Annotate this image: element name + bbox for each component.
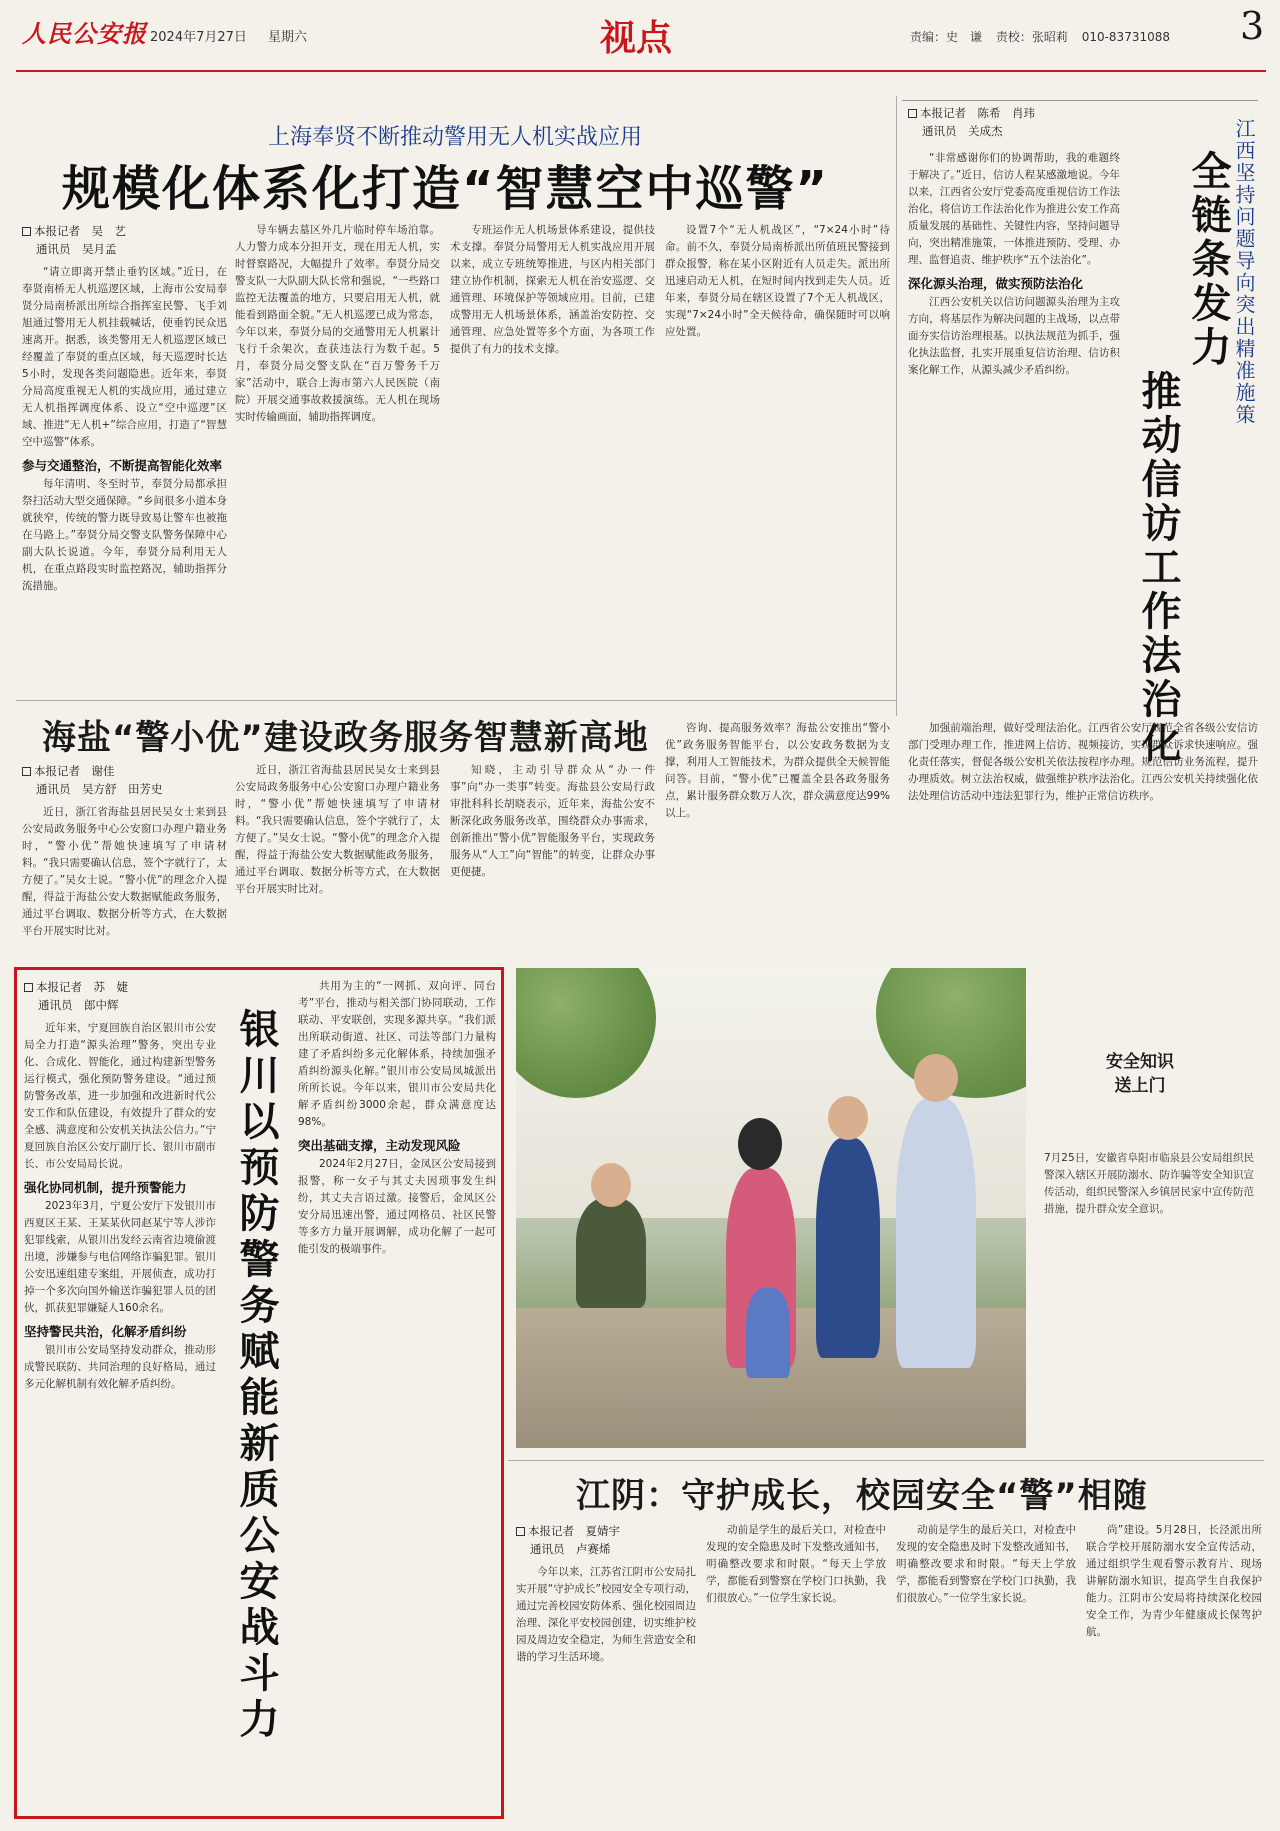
article2-column-1 [908,150,1120,710]
caption-title-line: 安全知识 [1106,1052,1174,1072]
byline-reporter: 本报记者 谢佳 [34,764,115,778]
masthead [0,0,1280,84]
article2-title-line2: 推动信访工作法治化 [1135,370,1181,766]
issue-weekday: 星期六 [268,30,308,45]
proofreader-name: 责校：张昭莉 [995,30,1068,44]
byline-box-icon [22,227,31,236]
article2-title-line1: 全链条发力 [1185,150,1231,370]
article4-subhead: 坚持警民共治，化解矛盾纠纷 [24,1324,187,1339]
article1-subhead: 参与交通整治，不断提高智能化效率 [22,458,223,473]
article1-column-2 [235,222,440,692]
byline-reporter: 本报记者 夏婧宇 [528,1524,620,1538]
article4-column-2 [298,978,496,1812]
article5-column-1 [516,1522,696,1820]
photo-child [746,1288,790,1378]
byline-box-icon [908,109,917,118]
photo-caption-text: 7月25日，安徽省阜阳市临泉县公安局组织民警深入辖区开展防溺水、防诈骗等安全知识宣传活动，组织民警深入乡镇居民家中宣传防范措施，提升群众安全意识。 [1044,1152,1254,1215]
photo-police-officer [816,1138,880,1358]
photo-person-head [828,1096,868,1140]
caption-title-line: 送上门 [1114,1076,1166,1096]
article3-paragraph: 近日，浙江省海盐县居民吴女士来到县公安局政务服务中心公安窗口办理户籍业务时，“警小优”帮她快速填写了申请材料。“我只需要确认信息，签个字就行了，太方便了。”吴女士说。“警小优”的理念介入提醒，得益于海盐公安大数据赋能政务服务，通过平台调取、数据分析等方式，在大数据平台开展实时比对。 [22,806,227,937]
article5-paragraph: 动前是学生的最后关口，对检查中发现的安全隐患及时下发整改通知书，明确整改要求和时限。“每天上学放学，都能看到警察在学校门口执勤，我们很放心。”一位学生家长说。 [706,1524,886,1604]
newspaper-logo: 人民公安报 [22,19,147,48]
article4-paragraph: 2023年3月，宁夏公安厅下发银川市西夏区王某、王某某伙同赵某宁等人涉诈犯罪线索，从银川出发经云南省边境偷渡出境，涉嫌参与电信网络诈骗犯罪。银川公安迅速组建专案组，开展侦查，成功打掉一个多次向国外输送诈骗犯罪人员的团伙，抓获犯罪嫌疑人160余名。 [24,1200,216,1314]
byline-correspondent: 通讯员 卢赛烯 [530,1542,611,1556]
byline-box-icon [24,983,33,992]
article2-paragraph: “非常感谢你们的协调帮助，我的难题终于解决了。”近日，信访人程某感激地说。今年以来，江西省公安厅党委高度重视信访工作法治化，将信访工作法治化作为推进公安工作高质量发展的基础性、关键性内容，坚持问题导向，突出精准施策，一体推进预防、受理、办理、监督追责、维护秩序“五个法治化”。 [908,152,1120,266]
article1-paragraph: 专班运作无人机场景体系建设，提供技术支撑。奉贤分局警用无人机实战应用开展以来，成立专班统筹推进，与区内相关部门建立协作机制，探索无人机在治安巡逻、交通管理、环境保护等领域应用。目前，已建成警用无人机场景体系，涵盖治安防控、交通管理、应急处置等多个方面，为各项工作提供了有力的技术支撑。 [450,224,655,355]
section-divider [508,1460,1264,1461]
article5-paragraph: 今年以来，江苏省江阴市公安局扎实开展“守护成长”校园安全专项行动，通过完善校园安防体系、强化校园周边治理、深化平安校园创建，切实维护校园及周边安全稳定，为师生营造安全和谐的学习生活环境。 [516,1566,696,1663]
column-divider [896,96,897,716]
article5-column-3 [896,1522,1076,1820]
section-divider [16,700,896,701]
article5-title: 江阴：守护成长，校园安全“警”相随 [576,1476,1148,1516]
article5-byline [516,1522,696,1558]
article2-paragraph: 加强前端治理，做好受理法治化。江西省公安厅规范全省各级公安信访部门受理办理工作，推进网上信访、视频接访，实现群众诉求快速响应。强化责任落实，督促各级公安机关依法按程序办理。规范信访业务流程，提升办理质效。树立法治权威，做强维护秩序法治化。江西公安机关持续强化依法处理信访活动中违法犯罪行为，维护正常信访秩序。 [908,722,1258,802]
page-number: 3 [1240,4,1265,48]
article5-column-4 [1086,1522,1262,1820]
article2-paragraph: 江西公安机关以信访问题源头治理为主攻方向，将基层作为解决问题的主战场，以点带面夯实信访治理根基。以执法规范为抓手，强化执法监督，扎实开展重复信访治理、信访积案化解工作，从源头减少矛盾纠纷。 [908,296,1120,376]
article3-title: 海盐“警小优”建设政务服务智慧新高地 [42,718,649,758]
article3-paragraph: 咨询、提高服务效率？海盐公安推出“警小优”政务服务智能平台，以公安政务数据为支撑，利用人工智能技术，为群众提供全天候智能问答。目前，“警小优”已覆盖全县各政务服务点，累计服务群众数万人次，群众满意度达99%以上。 [665,722,890,819]
article1-title: 规模化体系化打造“智慧空中巡警” [62,161,830,217]
article3-column-2 [235,762,440,957]
photo-police-officer [896,1098,976,1368]
issue-date: 2024年7月27日 [150,30,247,45]
article1-column-1 [22,222,227,692]
article4-paragraph: 共用为主的“一网抓、双向评、同台考”平台，推动与相关部门协同联动，工作联动、平安联创，实现多源共享。“我们派出所联动街道、社区、司法等部门力量构建了矛盾纠纷多元化解体系，持续加强矛盾纠纷源头化解。”银川市公安局凤城派出所所长说。今年以来，银川市公安局共化解矛盾纠纷3000余起，群众满意度达98%。 [298,980,496,1128]
article1-kicker: 上海奉贤不断推动警用无人机实战应用 [268,125,643,150]
photo-person-head [914,1054,958,1102]
article3-column-1 [22,762,227,957]
article5-paragraph: 动前是学生的最后关口，对检查中发现的安全隐患及时下发整改通知书，明确整改要求和时限。“每天上学放学，都能看到警察在学校门口执勤，我们很放心。”一位学生家长说。 [896,1524,1076,1604]
editor-name: 责编：史 谦 [910,30,983,44]
photo-person-head [738,1118,782,1170]
byline-correspondent: 通讯员 关成杰 [922,124,1003,138]
byline-correspondent: 通讯员 吴月孟 [36,242,117,256]
article1-paragraph: 设置7个“无人机战区”，“7×24小时”待命。前不久，奉贤分局南桥派出所值班民警接到群众报警，称在某小区附近有人员走失。派出所迅速启动无人机，在短时间内找到走失人员。近年来，奉贤分局在辖区设置了7个无人机战区，实现“7×24小时”全天候待命，确保随时可以响应处置。 [665,224,890,338]
byline-box-icon [22,767,31,776]
article1-paragraph: 每年清明、冬至时节，奉贤分局都承担祭扫活动大型交通保障。“乡间很多小道本身就狭窄，传统的警力既导致易让警车也被拖在马路上。”奉贤分局交警支队警务保障中心副大队长说道。今年，奉贤分局利用无人机，在重点路段实时监控路况，辅助指挥分流措施。 [22,478,227,592]
article3-column-3 [450,762,655,957]
byline-box-icon [516,1527,525,1536]
article3-paragraph: 近日，浙江省海盐县居民吴女士来到县公安局政务服务中心公安窗口办理户籍业务时，“警小优”帮她快速填写了申请材料。“我只需要确认信息，签个字就行了，太方便了。”吴女士说。“警小优”的理念介入提醒，得益于海盐公安大数据赋能政务服务，通过平台调取、数据分析等方式，在大数据平台开展实时比对。 [235,764,440,895]
article1-paragraph: “请立即离开禁止垂钓区域。”近日，在奉贤南桥无人机巡逻区域，上海市公安局奉贤分局南桥派出所综合指挥室民警、飞手刘旭通过警用无人机挂载喊话，使垂钓民众迅速离开。据悉，该类警用无人机巡逻区域已经覆盖了奉贤的重点区域，每天巡逻时长达5小时，发现各类问题隐患。近年来，奉贤分局高度重视无人机的实战应用，通过建立无人机指挥调度体系、设立“空中巡逻”区域、推进“无人机+”综合应用，打造了“智慧空中巡警”体系。 [22,266,227,448]
article5-column-2 [706,1522,886,1820]
article4-paragraph: 近年来，宁夏回族自治区银川市公安局全力打造“源头治理”警务，突出专业化、合成化、智能化，通过构建新型警务运行模式，强化预防警务建设。“通过预防警务改革，进一步加强和改进新时代公安工作和队伍建设，有效提升了群众的安全感、满意度和公安机关执法公信力。”宁夏回族自治区公安厅副厅长、银川市副市长、市公安局局长说。 [24,1022,216,1170]
article3-byline [22,762,227,798]
article4-subhead: 突出基础支撑，主动发现风险 [298,1138,461,1153]
article2-byline [908,104,1035,140]
section-title: 视点 [600,18,673,59]
article1-column-3 [450,222,655,692]
article1-paragraph: 导车辆去墓区外几片临时停车场泊靠。人力警力成本分担开支，现在用无人机，实时督察路况，大幅提升了效率。奉贤分局交警支队一大队副大队长常和强说，“一些路口监控无法覆盖的地方，只要启用无人机，就能看到路面全貌。”无人机巡逻已成为常态，今年以来，奉贤分局的交通警用无人机累计飞行千余架次，查获违法行为数千起。5月，奉贤分局交警支队在“百万警务千万家”活动中，联合上海市第六人民医院（南院）开展交通事故救援演练。无人机在现场实时传输画面，辅助指挥调度。 [235,224,440,423]
article4-byline [24,978,216,1014]
article4-paragraph: 银川市公安局坚持发动群众，推动形成警民联防、共同治理的良好格局，通过多元化解机制有效化解矛盾纠纷。 [24,1344,216,1390]
byline-reporter: 本报记者 陈希 肖玮 [920,106,1035,120]
article3-paragraph: 知晓，主动引导群众从“办一件事”向“办一类事”转变。海盐县公安局行政审批科科长胡晓表示，近年来，海盐公安不断深化政务服务改革，围绕群众办事需求，创新推出“警小优”智能服务平台，实现政务服务从“人工”向“智能”的转变，让群众办事更便捷。 [450,764,655,878]
article1-column-4 [665,222,890,692]
byline-reporter: 本报记者 吴 艺 [34,224,126,238]
phone-number: 010-83731088 [1081,30,1170,44]
article4-subhead: 强化协同机制，提升预警能力 [24,1180,187,1195]
article4-title: 银川以预防警务赋能新质公安战斗力 [233,1008,279,1744]
editor-credits [910,28,1180,45]
article4-paragraph: 2024年2月27日，金凤区公安局接到报警，称一女子与其丈夫因琐事发生纠纷，其丈夫言语过激。接警后，金凤区公安分局迅速出警，通过网格员、社区民警等多方力量开展调解，成功化解了一起可能引发的极端事件。 [298,1158,496,1255]
article3-column-4 [665,720,890,957]
article2-subhead: 深化源头治理，做实预防法治化 [908,276,1084,291]
article2-subtitle: 江西坚持问题导向突出精准施策 [1232,118,1256,426]
photo-person-head [591,1163,631,1207]
header-rule [16,70,1266,72]
photo-caption-title [1080,1050,1200,1098]
article5-paragraph: 尚”建设。5月28日，长泾派出所联合学校开展防溺水安全宣传活动，通过组织学生观看警示教育片、现场讲解防溺水知识，提高学生自我保护能力。江阴市公安局将持续深化校园安全工作，为青少年健康成长保驾护航。 [1086,1524,1262,1638]
byline-reporter: 本报记者 苏 婕 [36,980,128,994]
byline-correspondent: 通讯员 郎中辉 [38,998,119,1012]
news-photo [516,968,1026,1448]
article4-column-1 [24,978,216,1812]
photo-person-elder [576,1198,646,1308]
article1-byline [22,222,227,258]
byline-correspondent: 通讯员 吴方舒 田芳史 [36,782,163,796]
